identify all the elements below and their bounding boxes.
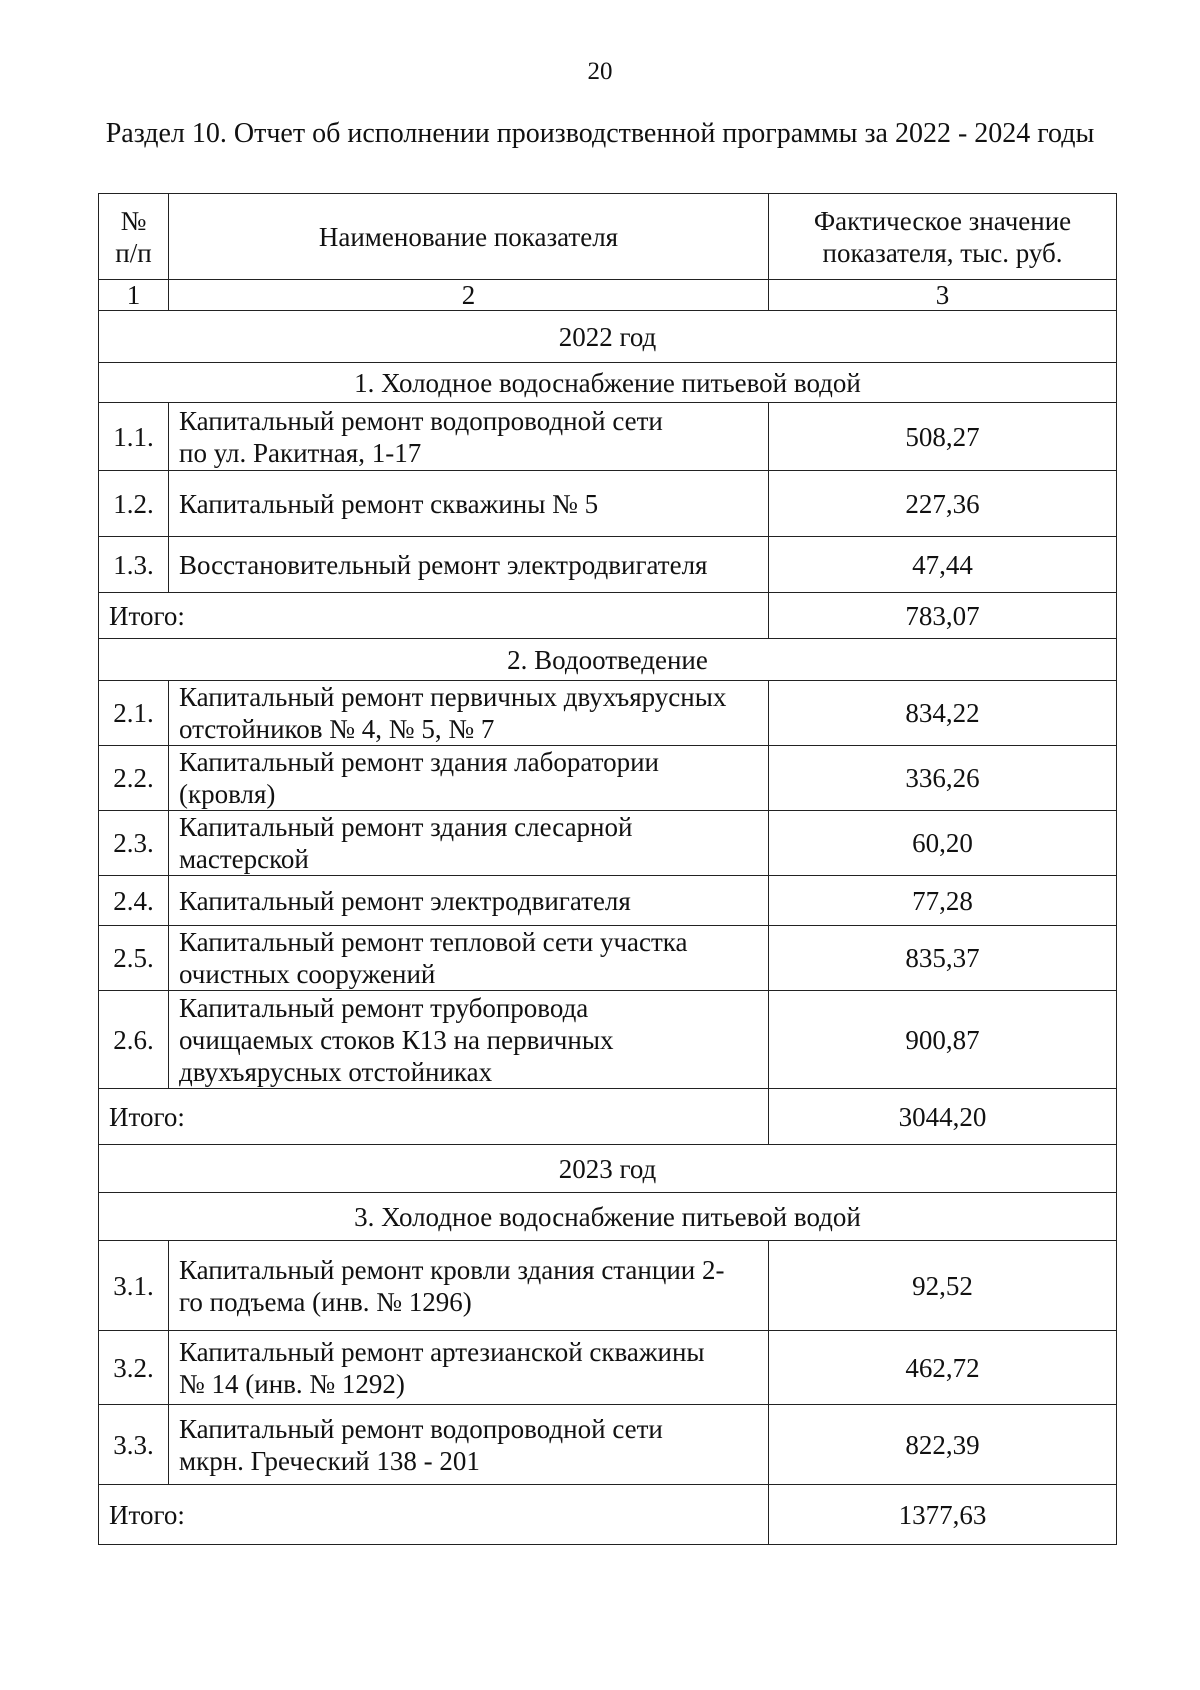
table-row: [99, 681, 1117, 746]
total-value: 3044,20: [769, 1089, 1117, 1145]
row-name: Капитальный ремонт скважины № 5: [169, 471, 769, 537]
table-row: [99, 991, 1117, 1089]
row-value: 508,27: [769, 403, 1117, 471]
group-3-title: 3. Холодное водоснабжение питьевой водой: [99, 1193, 1117, 1241]
table-row: [99, 1331, 1117, 1405]
table-row: [99, 876, 1117, 926]
row-name: Капитальный ремонт кровли здания станции 2- го подъема (инв. № 1296): [169, 1241, 769, 1331]
year-row-2023: [99, 1145, 1117, 1193]
page-number: 20: [587, 58, 613, 85]
row-value: 60,20: [769, 811, 1117, 876]
header-row: [99, 194, 1117, 280]
column-number-3: 3: [769, 280, 1117, 311]
table-row: [99, 471, 1117, 537]
row-name: Капитальный ремонт артезианской скважины № 14 (инв. № 1292): [169, 1331, 769, 1405]
total-label: Итого:: [99, 1485, 769, 1545]
row-num: 2.2.: [99, 746, 169, 811]
total-value: 783,07: [769, 593, 1117, 639]
row-name: Восстановительный ремонт электродвигателя: [169, 537, 769, 593]
total-row: [99, 593, 1117, 639]
row-num: 3.3.: [99, 1405, 169, 1485]
row-num: 2.4.: [99, 876, 169, 926]
group-3-title-row: [99, 1193, 1117, 1241]
group-2-title-row: [99, 639, 1117, 681]
column-number-1: 1: [99, 280, 169, 311]
group-2-title: 2. Водоотведение: [99, 639, 1117, 681]
group-1-title: 1. Холодное водоснабжение питьевой водой: [99, 363, 1117, 403]
row-name: Капитальный ремонт водопроводной сети по ул. Ракитная, 1-17: [169, 403, 769, 471]
row-value: 227,36: [769, 471, 1117, 537]
row-num: 2.1.: [99, 681, 169, 746]
report-table: [98, 193, 1117, 1545]
table-row: [99, 926, 1117, 991]
row-value: 822,39: [769, 1405, 1117, 1485]
row-name: Капитальный ремонт трубопровода очищаемых стоков К13 на первичных двухъярусных отстойниках: [169, 991, 769, 1089]
row-num: 3.1.: [99, 1241, 169, 1331]
table-row: [99, 811, 1117, 876]
row-name: Капитальный ремонт тепловой сети участка очистных сооружений: [169, 926, 769, 991]
total-row: [99, 1089, 1117, 1145]
row-value: 77,28: [769, 876, 1117, 926]
total-label: Итого:: [99, 1089, 769, 1145]
row-value: 462,72: [769, 1331, 1117, 1405]
table-row: [99, 1241, 1117, 1331]
table-row: [99, 403, 1117, 471]
total-row: [99, 1485, 1117, 1545]
row-num: 3.2.: [99, 1331, 169, 1405]
table-row: [99, 746, 1117, 811]
header-value: Фактическое значение показателя, тыс. руб.: [769, 194, 1117, 280]
total-label: Итого:: [99, 593, 769, 639]
row-num: 1.1.: [99, 403, 169, 471]
total-value: 1377,63: [769, 1485, 1117, 1545]
row-value: 834,22: [769, 681, 1117, 746]
row-value: 47,44: [769, 537, 1117, 593]
row-value: 900,87: [769, 991, 1117, 1089]
row-name: Капитальный ремонт здания слесарной мастерской: [169, 811, 769, 876]
row-value: 92,52: [769, 1241, 1117, 1331]
header-num: № п/п: [99, 194, 169, 280]
row-num: 2.6.: [99, 991, 169, 1089]
year-2022: 2022 год: [99, 311, 1117, 363]
row-num: 2.3.: [99, 811, 169, 876]
row-num: 1.2.: [99, 471, 169, 537]
row-value: 835,37: [769, 926, 1117, 991]
column-number-row: [99, 280, 1117, 311]
table-row: [99, 537, 1117, 593]
row-num: 2.5.: [99, 926, 169, 991]
row-name: Капитальный ремонт первичных двухъярусных отстойников № 4, № 5, № 7: [169, 681, 769, 746]
row-name: Капитальный ремонт электродвигателя: [169, 876, 769, 926]
year-row-2022: [99, 311, 1117, 363]
row-num: 1.3.: [99, 537, 169, 593]
row-value: 336,26: [769, 746, 1117, 811]
column-number-2: 2: [169, 280, 769, 311]
section-title: Раздел 10. Отчет об исполнении производственной программы за 2022 - 2024 годы: [105, 118, 1095, 149]
group-1-title-row: [99, 363, 1117, 403]
row-name: Капитальный ремонт водопроводной сети мкрн. Греческий 138 - 201: [169, 1405, 769, 1485]
year-2023: 2023 год: [99, 1145, 1117, 1193]
table-row: [99, 1405, 1117, 1485]
header-name: Наименование показателя: [169, 194, 769, 280]
row-name: Капитальный ремонт здания лаборатории (кровля): [169, 746, 769, 811]
